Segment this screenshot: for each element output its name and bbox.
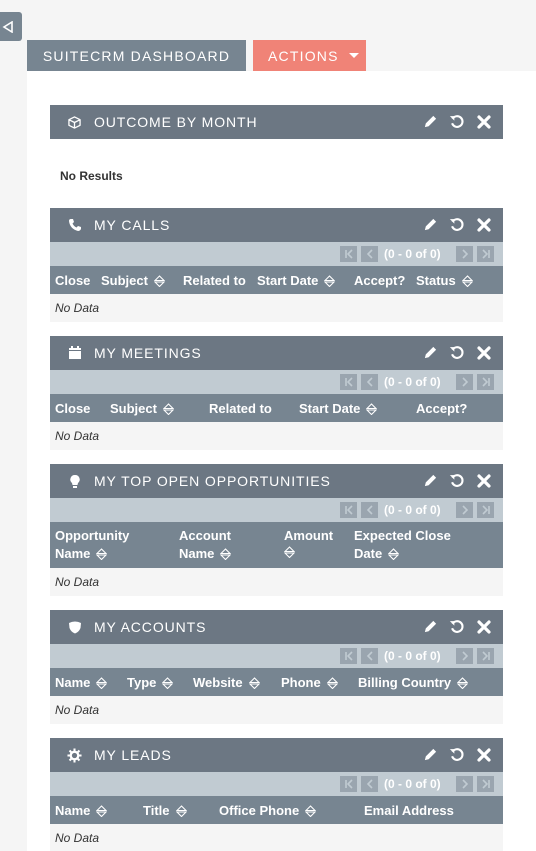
- refresh-icon[interactable]: [449, 472, 465, 489]
- dashlet-header: [50, 208, 503, 242]
- column-subject[interactable]: [110, 401, 174, 416]
- pagination-text: (0 - 0 of 0): [384, 777, 441, 791]
- actions-label: ACTIONS: [268, 47, 339, 64]
- table-header: [50, 266, 503, 294]
- edit-pencil-icon[interactable]: [422, 216, 438, 233]
- dashboard-tabs: [27, 40, 366, 71]
- column-account-name-line1[interactable]: [179, 528, 231, 543]
- sidebar-toggle-button[interactable]: [0, 12, 22, 41]
- column-accept: [354, 273, 405, 288]
- column-amount[interactable]: [284, 528, 333, 543]
- sort-icon: [388, 548, 399, 560]
- dashlet-header: [50, 738, 503, 772]
- edit-pencil-icon[interactable]: [422, 746, 438, 763]
- table-header: [50, 522, 503, 568]
- column-label: Close: [55, 401, 91, 416]
- last-page-icon[interactable]: [477, 648, 494, 664]
- prev-page-icon[interactable]: [361, 776, 378, 792]
- pagination-text: (0 - 0 of 0): [384, 375, 441, 389]
- pagination-bar: [50, 772, 503, 796]
- last-page-icon[interactable]: [477, 374, 494, 390]
- column-name[interactable]: [55, 803, 107, 818]
- edit-pencil-icon[interactable]: [422, 472, 438, 489]
- column-status[interactable]: [416, 273, 473, 288]
- dashlet-my-top-open-opportunities: [50, 464, 503, 596]
- column-label: Phone: [281, 675, 321, 690]
- column-label: Amount: [284, 528, 334, 543]
- column-opportunity-name-line1[interactable]: [55, 528, 129, 543]
- sort-icon: [96, 677, 107, 689]
- column-opportunity-name-line2[interactable]: [55, 546, 107, 561]
- sort-icon: [284, 546, 295, 558]
- column-expected-close-line1[interactable]: [354, 528, 451, 543]
- close-icon[interactable]: [476, 618, 492, 635]
- column-label: Related to: [209, 401, 272, 416]
- last-page-icon[interactable]: [477, 502, 494, 518]
- refresh-icon[interactable]: [449, 216, 465, 233]
- column-label: Start Date: [299, 401, 361, 416]
- column-label: Expected Close: [354, 528, 451, 543]
- refresh-icon[interactable]: [449, 746, 465, 763]
- dashlet-my-calls: [50, 208, 503, 322]
- gear-icon: [67, 748, 82, 763]
- pagination-bar: [50, 644, 503, 668]
- column-related-to: [209, 401, 272, 416]
- sort-icon: [462, 275, 473, 287]
- sort-icon: [176, 805, 187, 817]
- edit-pencil-icon[interactable]: [422, 344, 438, 361]
- column-office-phone[interactable]: [219, 803, 316, 818]
- dashlet-title: MY TOP OPEN OPPORTUNITIES: [94, 473, 331, 489]
- column-label: Status: [416, 273, 456, 288]
- column-label: Account: [179, 528, 231, 543]
- sort-icon: [327, 677, 338, 689]
- prev-page-icon[interactable]: [361, 246, 378, 262]
- caret-down-icon: [349, 53, 359, 58]
- first-page-icon[interactable]: [340, 648, 357, 664]
- sort-icon: [162, 677, 173, 689]
- column-label: Start Date: [257, 273, 319, 288]
- column-accept: [416, 401, 467, 416]
- shield-icon: [67, 620, 82, 635]
- next-page-icon[interactable]: [456, 648, 473, 664]
- column-label: Name: [179, 546, 215, 561]
- column-close: [55, 273, 90, 288]
- first-page-icon[interactable]: [340, 246, 357, 262]
- column-label: Subject: [101, 273, 148, 288]
- column-expected-close-line2[interactable]: [354, 546, 399, 561]
- column-label: Subject: [110, 401, 157, 416]
- dashlet-my-accounts: [50, 610, 503, 724]
- column-name[interactable]: [55, 675, 107, 690]
- column-label: Related to: [183, 273, 246, 288]
- dashlet-title: MY MEETINGS: [94, 345, 202, 361]
- prev-page-icon[interactable]: [361, 502, 378, 518]
- table-header: [50, 796, 503, 824]
- first-page-icon[interactable]: [340, 776, 357, 792]
- column-label: Close: [55, 273, 91, 288]
- column-email-address: [364, 803, 454, 818]
- first-page-icon[interactable]: [340, 374, 357, 390]
- column-label: Date: [354, 546, 383, 561]
- table-header: [50, 394, 503, 422]
- column-related-to: [183, 273, 246, 288]
- pagination-text: (0 - 0 of 0): [384, 503, 441, 517]
- close-icon[interactable]: [476, 113, 492, 130]
- pagination-bar: [50, 242, 503, 266]
- close-icon[interactable]: [476, 472, 492, 489]
- pagination-bar: [50, 498, 503, 522]
- no-data-row: No Data: [50, 422, 503, 450]
- sort-icon: [220, 548, 231, 560]
- pagination-bar: [50, 370, 503, 394]
- sort-icon: [96, 805, 107, 817]
- last-page-icon[interactable]: [477, 246, 494, 262]
- column-label: Office Phone: [219, 803, 300, 818]
- tab-suitecrm-dashboard[interactable]: [27, 40, 246, 71]
- cube-icon: [67, 115, 82, 130]
- column-label: Name: [55, 675, 91, 690]
- dashlet-title: MY LEADS: [94, 747, 172, 763]
- column-billing-country[interactable]: [358, 675, 468, 690]
- column-phone[interactable]: [281, 675, 338, 690]
- prev-page-icon[interactable]: [361, 374, 378, 390]
- first-page-icon[interactable]: [340, 502, 357, 518]
- edit-pencil-icon[interactable]: [422, 113, 438, 130]
- column-type[interactable]: [127, 675, 173, 690]
- no-results-text: No Results: [60, 169, 123, 183]
- column-close: [55, 401, 90, 416]
- no-data-row: No Data: [50, 568, 503, 596]
- column-website[interactable]: [193, 675, 260, 690]
- dashlet-outcome-by-month: [50, 105, 503, 185]
- phone-icon: [67, 218, 82, 233]
- dashboard-content: [27, 71, 536, 851]
- no-data-row: No Data: [50, 696, 503, 724]
- tab-label: SUITECRM DASHBOARD: [42, 47, 231, 64]
- sort-icon: [305, 805, 316, 817]
- actions-dropdown-button[interactable]: [253, 40, 366, 71]
- refresh-icon[interactable]: [449, 113, 465, 130]
- sort-icon: [366, 403, 377, 415]
- close-icon[interactable]: [476, 216, 492, 233]
- column-subject[interactable]: [101, 273, 165, 288]
- dashlet-title: OUTCOME BY MONTH: [94, 114, 258, 130]
- sort-icon: [96, 548, 107, 560]
- lightbulb-icon: [67, 474, 82, 489]
- table-header: [50, 668, 503, 696]
- next-page-icon[interactable]: [456, 246, 473, 262]
- column-label: Accept?: [354, 273, 406, 288]
- dashlet-title: MY ACCOUNTS: [94, 619, 207, 635]
- column-label: Billing Country: [358, 675, 452, 690]
- column-label: Name: [55, 803, 91, 818]
- sort-icon: [154, 275, 165, 287]
- refresh-icon[interactable]: [449, 344, 465, 361]
- no-data-row: No Data: [50, 294, 503, 322]
- edit-pencil-icon[interactable]: [422, 618, 438, 635]
- sort-icon: [163, 403, 174, 415]
- dashlet-title: MY CALLS: [94, 217, 171, 233]
- column-label: Accept?: [416, 401, 468, 416]
- next-page-icon[interactable]: [456, 776, 473, 792]
- column-start-date[interactable]: [257, 273, 335, 288]
- column-label: Website: [193, 675, 243, 690]
- refresh-icon[interactable]: [449, 618, 465, 635]
- next-page-icon[interactable]: [456, 502, 473, 518]
- column-label: Type: [127, 675, 157, 690]
- column-title[interactable]: [143, 803, 187, 818]
- column-label: Email Address: [364, 803, 454, 818]
- column-account-name-line2[interactable]: [179, 546, 231, 561]
- prev-page-icon[interactable]: [361, 648, 378, 664]
- sort-icon: [249, 677, 260, 689]
- last-page-icon[interactable]: [477, 776, 494, 792]
- sort-icon: [324, 275, 335, 287]
- close-icon[interactable]: [476, 746, 492, 763]
- dashlet-header: [50, 336, 503, 370]
- pagination-text: (0 - 0 of 0): [384, 649, 441, 663]
- triangle-left-icon: [2, 21, 14, 33]
- dashlet-header: [50, 610, 503, 644]
- dashlet-header: [50, 464, 503, 498]
- dashlet-header: [50, 105, 503, 139]
- column-start-date[interactable]: [299, 401, 377, 416]
- dashlet-my-meetings: [50, 336, 503, 450]
- column-label: Opportunity: [55, 528, 130, 543]
- pagination-text: (0 - 0 of 0): [384, 247, 441, 261]
- close-icon[interactable]: [476, 344, 492, 361]
- calendar-icon: [67, 346, 82, 361]
- next-page-icon[interactable]: [456, 374, 473, 390]
- sort-icon: [457, 677, 468, 689]
- dashlet-my-leads: [50, 738, 503, 851]
- column-label: Title: [143, 803, 170, 818]
- column-amount-sort[interactable]: [284, 546, 295, 558]
- column-label: Name: [55, 546, 91, 561]
- no-data-row: No Data: [50, 824, 503, 851]
